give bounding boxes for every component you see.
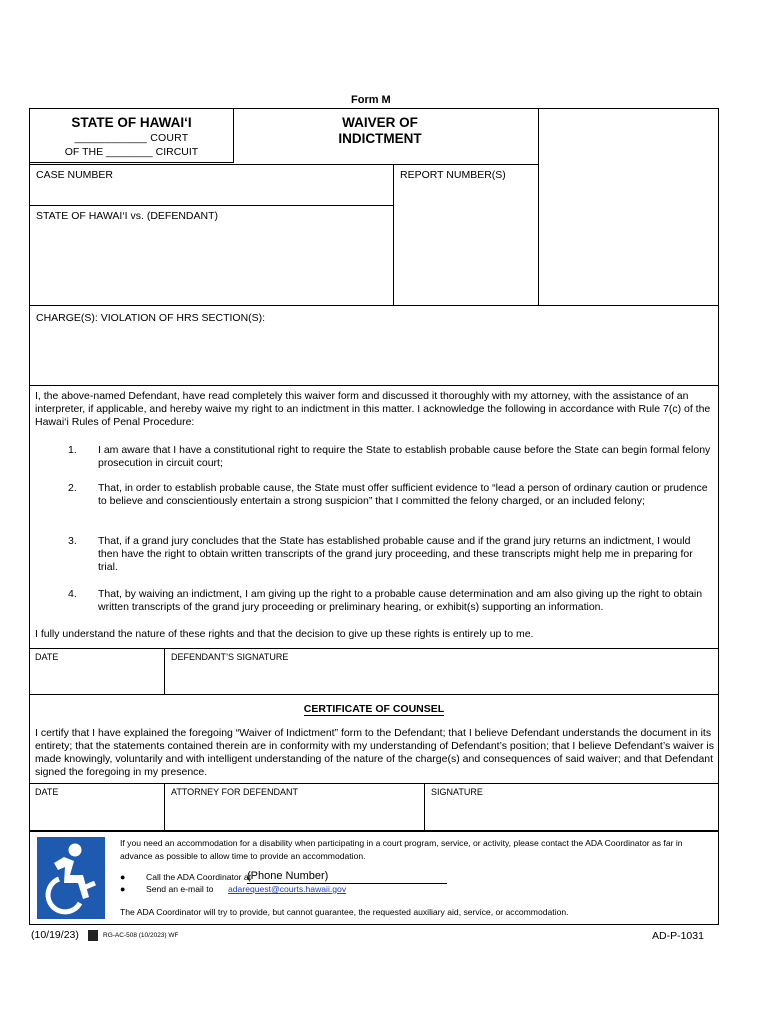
footer-rg-code: RG-AC-508 (10/2023) WF xyxy=(103,932,179,939)
date-label: DATE xyxy=(35,652,59,662)
divider xyxy=(29,385,719,386)
divider xyxy=(29,783,719,784)
ada-phone: (Phone Number) xyxy=(247,870,447,884)
attorney-name-field[interactable] xyxy=(165,798,423,830)
ada-call-prefix: Call the ADA Coordinator at xyxy=(146,872,252,882)
item-text: I am aware that I have a constitutional right to require the State to establish probable cause before the State can begin formal felony prosecution in circuit court; xyxy=(98,444,711,469)
ada-email-prefix: Send an e-mail to xyxy=(146,884,214,894)
footer-form-code: AD-P-1031 xyxy=(652,930,704,942)
ada-email-link[interactable]: adarequest@courts.hawaii.gov xyxy=(228,884,347,894)
bullet-icon: ● xyxy=(120,872,126,882)
wheelchair-icon xyxy=(37,837,105,919)
barcode-icon xyxy=(88,930,98,941)
counsel-date-field[interactable] xyxy=(30,798,163,830)
divider xyxy=(29,205,393,206)
attorney-label: ATTORNEY FOR DEFENDANT xyxy=(171,787,299,797)
circuit-line: OF THE ________ CIRCUIT xyxy=(64,146,199,158)
state-title: STATE OF HAWAI‘I xyxy=(71,115,192,130)
understand-statement: I fully understand the nature of these rights and that the decision to give up these rights is entirely up to me. xyxy=(35,628,534,640)
accessibility-wheelchair-icon xyxy=(37,837,105,919)
footer-date: (10/19/23) xyxy=(31,929,79,941)
divider xyxy=(29,305,719,306)
court-line: ____________ COURT xyxy=(74,132,189,144)
defendant-signature-field[interactable] xyxy=(165,662,718,693)
counsel-signature-field[interactable] xyxy=(425,798,718,830)
item-number: 1. xyxy=(68,444,77,456)
defendant-date-field[interactable] xyxy=(30,662,163,693)
form-label: Form M xyxy=(351,94,391,106)
item-text: That, by waiving an indictment, I am giving up the right to a probable cause determination and am also giving up the right to obtain written transcripts of the grand jury proceeding or preliminary hearing, or exhibit(s) supporting an information. xyxy=(98,588,703,613)
charges-label: CHARGE(S): VIOLATION OF HRS SECTION(S): xyxy=(36,312,266,324)
counsel-date-label: DATE xyxy=(35,787,59,797)
parties-label: STATE OF HAWAI‘I vs. (DEFENDANT) xyxy=(36,210,218,222)
divider xyxy=(29,648,719,649)
defendant-signature-label: DEFENDANT’S SIGNATURE xyxy=(171,652,289,662)
divider xyxy=(29,164,538,165)
item-text: That, in order to establish probable cause, the State must offer sufficient evidence to “lead a person of ordinary caution or prudence to believe and conscientiously entertain a strong suspicion” that I committed the felony charged, or an included felony; xyxy=(98,482,708,507)
header-right-divider xyxy=(538,108,539,305)
divider xyxy=(393,164,394,305)
certificate-heading: CERTIFICATE OF COUNSEL xyxy=(303,703,445,715)
divider xyxy=(29,694,719,695)
case-number-label: CASE NUMBER xyxy=(36,169,114,181)
counsel-signature-label: SIGNATURE xyxy=(431,787,483,797)
form-title-line1: WAIVER OF xyxy=(342,115,418,130)
certificate-text: I certify that I have explained the foregoing “Waiver of Indictment” form to the Defendant; that I believe Defendant understands the document in its entirety; that the statements contained therein are in conformity with my understanding of Defendant’s position; that I believe Defendant’s waiver is made knowingly, voluntarily and with intelligent understanding of the nature of the charge(s) and consequences of said waiver; and that Defendant signed the foregoing in my presence. xyxy=(35,727,714,778)
item-number: 3. xyxy=(68,535,77,547)
ada-note: The ADA Coordinator will try to provide, but cannot guarantee, the requested auxiliary aid, service, or accommodation. xyxy=(120,907,569,917)
form-title-line2: INDICTMENT xyxy=(338,131,422,146)
report-number-label: REPORT NUMBER(S) xyxy=(400,169,506,181)
waiver-intro: I, the above-named Defendant, have read completely this waiver form and discussed it thoroughly with my attorney, with the assistance of an interpreter, if applicable, and hereby waive my right to an indictment in this matter. I acknowledge the following in accordance with Rule 7(c) of the Hawai‘i Rules of Penal Procedure: xyxy=(35,390,711,428)
bullet-icon: ● xyxy=(120,884,126,894)
item-text: That, if a grand jury concludes that the State has established probable cause and if the grand jury returns an indictment, I would then have the right to obtain written transcripts of the grand jury proceeding, and these transcripts might help me in preparing for trial. xyxy=(98,535,693,573)
ada-intro: If you need an accommodation for a disability when participating in a court program, service, or activity, please contact the ADA Coordinator as far in advance as possible to allow time to provide an accommodation. xyxy=(120,838,683,861)
item-number: 2. xyxy=(68,482,77,494)
item-number: 4. xyxy=(68,588,77,600)
